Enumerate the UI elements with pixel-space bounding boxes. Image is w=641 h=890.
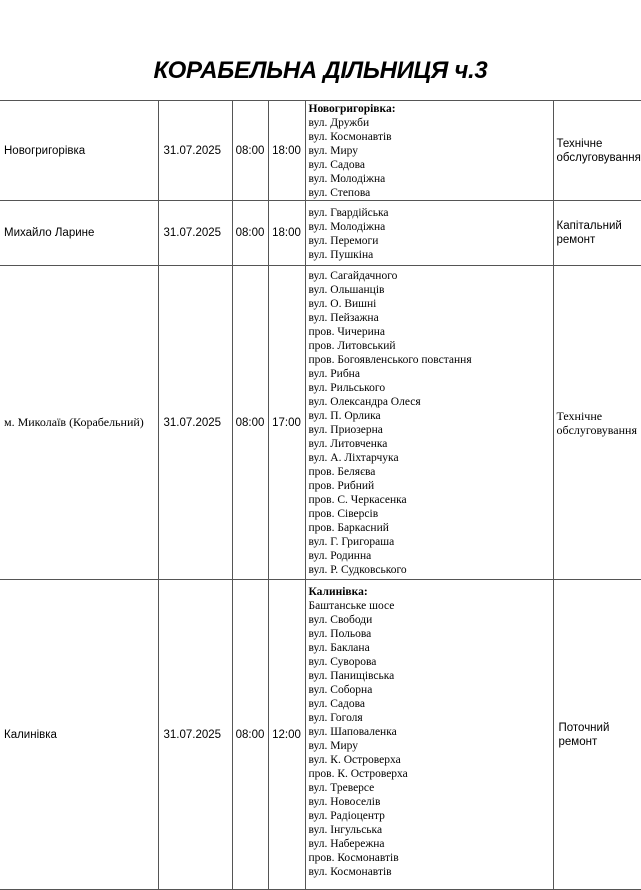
street-item: пров. С. Черкасенка [309, 493, 553, 507]
street-item: вул. Ольшанців [309, 283, 553, 297]
work-type-line: обслуговування [557, 151, 641, 165]
street-item: вул. Інгульська [309, 823, 553, 837]
street-item: вул. Набережна [309, 837, 553, 851]
street-item: вул. Шаповаленка [309, 725, 553, 739]
street-item: пров. Космонавтів [309, 851, 553, 865]
street-item: вул. Миру [309, 144, 553, 158]
street-item: вул. Садова [309, 158, 553, 172]
street-item: вул. Дружби [309, 116, 553, 130]
settlement-cell: Михайло Ларине [0, 201, 158, 266]
work-type-line: ремонт [559, 735, 641, 749]
street-item: пров. Богоявленського повстання [309, 353, 553, 367]
streets-cell [305, 266, 553, 580]
page-title: КОРАБЕЛЬНА ДІЛЬНИЦЯ ч.3 [0, 56, 641, 86]
street-item: вул. А. Ліхтарчука [309, 451, 553, 465]
work-type-cell [553, 266, 641, 580]
street-item: вул. П. Орлика [309, 409, 553, 423]
street-item: вул. Свободи [309, 613, 553, 627]
settlement-cell: м. Миколаїв (Корабельний) [0, 266, 158, 580]
street-item: вул. Радіоцентр [309, 809, 553, 823]
street-item: вул. Гоголя [309, 711, 553, 725]
street-item: вул. Рильського [309, 381, 553, 395]
streets-cell [305, 580, 553, 890]
table-row [0, 201, 641, 266]
table-row [0, 266, 641, 580]
street-item: пров. Баркасний [309, 521, 553, 535]
date-cell: 31.07.2025 [158, 201, 232, 266]
street-item: вул. Перемоги [309, 234, 553, 248]
street-item: пров. Рибний [309, 479, 553, 493]
work-type-cell [553, 201, 641, 266]
street-item: вул. Степова [309, 186, 553, 200]
end-time-cell: 18:00 [268, 101, 305, 201]
settlement-cell: Калинівка [0, 580, 158, 890]
street-item: вул. Соборна [309, 683, 553, 697]
work-type-line: Поточний [559, 721, 641, 735]
street-item: вул. О. Вишні [309, 297, 553, 311]
work-type-line: Технічне [557, 137, 641, 151]
start-time-cell: 08:00 [232, 201, 268, 266]
street-item: пров. Беляєва [309, 465, 553, 479]
street-item: вул. Литовченка [309, 437, 553, 451]
street-item: вул. Молодіжна [309, 172, 553, 186]
streets-cell [305, 201, 553, 266]
street-item: пров. Литовський [309, 339, 553, 353]
street-item: вул. Г. Григораша [309, 535, 553, 549]
street-item: вул. Садова [309, 697, 553, 711]
street-item: вул. Родинна [309, 549, 553, 563]
streets-cell [305, 101, 553, 201]
work-type-line: Капітальний [557, 219, 641, 233]
street-item: вул. Пейзажна [309, 311, 553, 325]
street-item: вул. Олександра Олеся [309, 395, 553, 409]
street-item: вул. Р. Судковського [309, 563, 553, 577]
work-type-line: Технічне [557, 409, 641, 423]
street-item: Баштанське шосе [309, 599, 553, 613]
street-item: пров. Сіверсів [309, 507, 553, 521]
street-item: вул. Сагайдачного [309, 269, 553, 283]
street-item: вул. Приозерна [309, 423, 553, 437]
street-item: вул. Суворова [309, 655, 553, 669]
start-time-cell: 08:00 [232, 580, 268, 890]
street-item: вул. Гвардійська [309, 206, 553, 220]
street-group-header: Новогригорівка: [309, 102, 553, 116]
work-type-cell [553, 101, 641, 201]
date-cell: 31.07.2025 [158, 266, 232, 580]
start-time-cell: 08:00 [232, 101, 268, 201]
street-item: пров. Чичерина [309, 325, 553, 339]
street-item: вул. Космонавтів [309, 130, 553, 144]
street-item: вул. Новоселів [309, 795, 553, 809]
street-item: вул. Рибна [309, 367, 553, 381]
table-row [0, 580, 641, 890]
street-item: вул. Миру [309, 739, 553, 753]
street-item: вул. К. Островерха [309, 753, 553, 767]
work-type-cell [553, 580, 641, 890]
settlement-cell: Новогригорівка [0, 101, 158, 201]
date-cell: 31.07.2025 [158, 580, 232, 890]
street-item: вул. Пушкіна [309, 248, 553, 262]
outage-schedule-table [0, 100, 641, 890]
street-item: вул. Баклана [309, 641, 553, 655]
work-type-line: обслуговування [557, 423, 641, 437]
street-item: вул. Панищівська [309, 669, 553, 683]
street-group-header: Калинівка: [309, 585, 553, 599]
street-item: вул. Польова [309, 627, 553, 641]
end-time-cell: 18:00 [268, 201, 305, 266]
work-type-line: ремонт [557, 233, 641, 247]
end-time-cell: 12:00 [268, 580, 305, 890]
date-cell: 31.07.2025 [158, 101, 232, 201]
table-row [0, 101, 641, 201]
street-item: вул. Молодіжна [309, 220, 553, 234]
start-time-cell: 08:00 [232, 266, 268, 580]
street-item: пров. К. Островерха [309, 767, 553, 781]
end-time-cell: 17:00 [268, 266, 305, 580]
street-item: вул. Космонавтів [309, 865, 553, 879]
street-item: вул. Треверсе [309, 781, 553, 795]
